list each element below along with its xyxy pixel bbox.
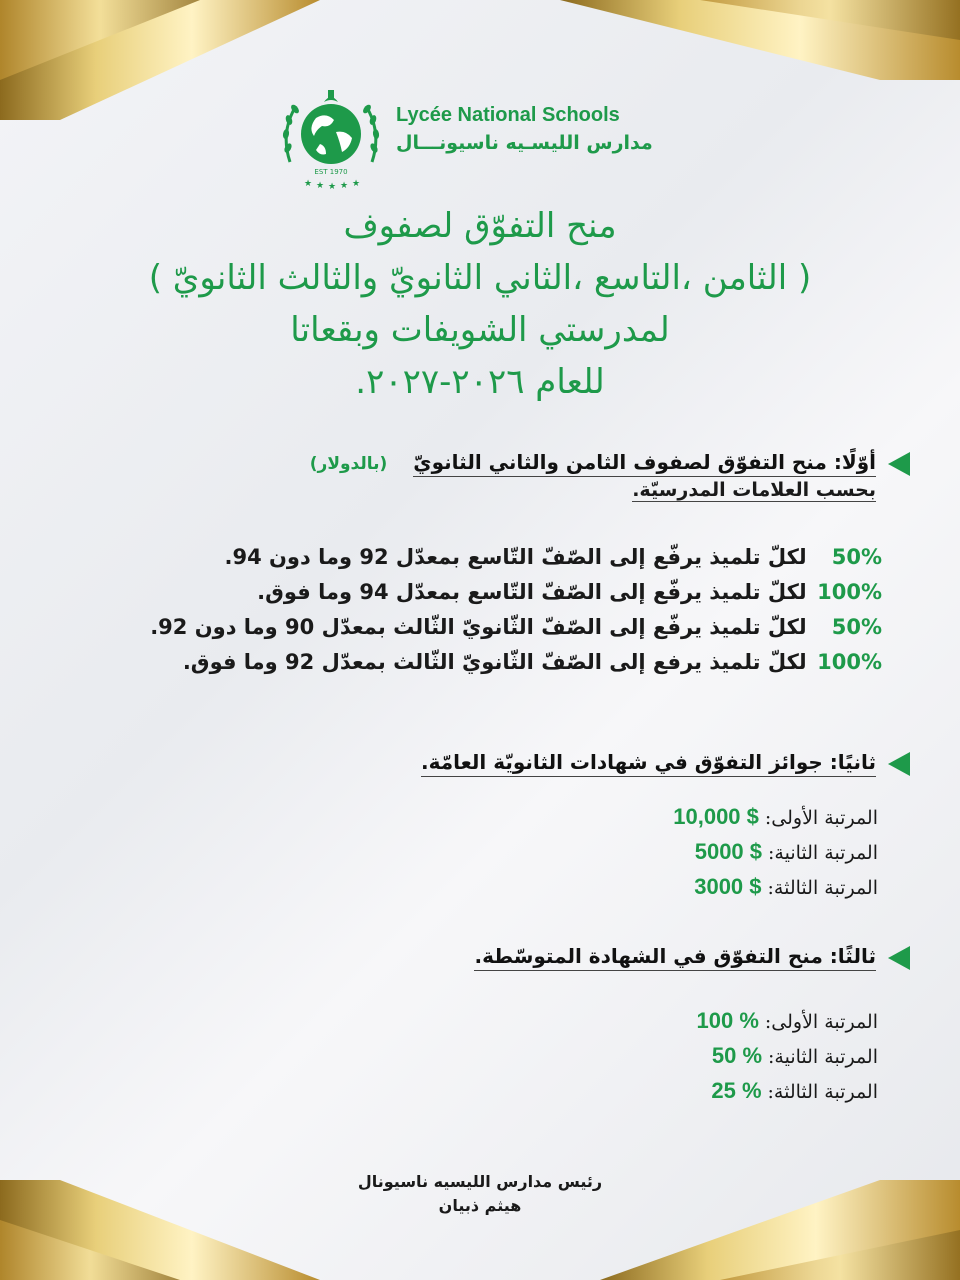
prize-label: المرتبة الثالثة: — [767, 1081, 878, 1103]
svg-text:★: ★ — [316, 181, 325, 191]
prize-label: المرتبة الأولى: — [764, 807, 878, 829]
section-3 — [474, 944, 910, 971]
prize-value: 10,000 $ — [673, 804, 759, 829]
prize-value: 100 % — [696, 1008, 759, 1033]
section-2-heading: ثانيًا: جوائز التفوّق في شهادات الثانويّة العامّة. — [421, 750, 876, 777]
prize-row — [673, 870, 878, 905]
svg-text:★: ★ — [328, 182, 337, 192]
rate-percent: 100% — [817, 580, 882, 604]
logo-est-text: EST 1970 — [314, 168, 348, 176]
prize-row — [697, 1004, 879, 1039]
prize-value: 5000 $ — [694, 839, 763, 864]
school-name-ar: مدارس الليسـيه ناسيونـــال — [396, 132, 653, 154]
bullet-triangle-icon — [888, 452, 910, 476]
rate-percent: 100% — [817, 650, 882, 674]
rate-row — [150, 610, 882, 645]
prize-row — [697, 1074, 879, 1109]
title-line: ( الثامن ،التاسع ،الثاني الثانويّ والثالث الثانويّ ) — [148, 258, 812, 298]
prizes-list-2 — [673, 800, 878, 905]
rate-row — [150, 575, 882, 610]
prize-row — [697, 1039, 879, 1074]
svg-text:★: ★ — [340, 181, 349, 191]
prize-row — [673, 835, 878, 870]
bullet-triangle-icon — [888, 752, 910, 776]
globe-logo-icon — [276, 82, 386, 192]
prize-row — [673, 800, 878, 835]
rate-text: لكلّ تلميذ يرفع إلى الصّفّ الثّانويّ الثّالث بمعدّل 92 وما فوق. — [182, 650, 807, 674]
signature-name: هيثم ذبيان — [438, 1196, 522, 1215]
prize-value: 50 % — [711, 1043, 763, 1068]
svg-text:★: ★ — [304, 179, 313, 189]
title-line: منح التفوّق لصفوف — [343, 206, 617, 246]
bullet-triangle-icon — [888, 946, 910, 970]
school-name-en: Lycée National Schools — [396, 104, 620, 126]
signature-block — [330, 1170, 630, 1218]
rate-percent: 50% — [831, 615, 882, 639]
rate-text: لكلّ تلميذ يرفّع إلى الصّفّ الثّانويّ الثّالث بمعدّل 90 وما دون 92. — [150, 615, 807, 639]
section-1-heading: أوّلًا: منح التفوّق لصفوف الثامن والثاني الثانويّ — [413, 450, 876, 477]
section-1-subheading: بحسب العلامات المدرسيّة. — [632, 479, 876, 501]
section-1 — [310, 450, 910, 502]
prize-value: 3000 $ — [694, 874, 762, 899]
prize-value: 25 % — [711, 1078, 762, 1103]
currency-note: (بالدولار) — [309, 453, 388, 474]
rate-text: لكلّ تلميذ يرفّع إلى الصّفّ التّاسع بمعدّل 94 وما فوق. — [257, 580, 807, 604]
prizes-list-3 — [697, 1004, 879, 1109]
page-title — [40, 200, 920, 408]
signature-title: رئيس مدارس الليسيه ناسيونال — [357, 1172, 603, 1191]
svg-text:★: ★ — [352, 179, 361, 189]
title-line: لمدرستي الشويفات وبقعاتا — [290, 310, 670, 350]
prize-label: المرتبة الأولى: — [764, 1011, 878, 1033]
rates-list — [150, 540, 882, 680]
title-line: للعام ٢٠٢٦-٢٠٢٧. — [355, 362, 605, 402]
prize-label: المرتبة الثانية: — [768, 842, 878, 864]
section-2 — [421, 750, 910, 777]
rate-percent: 50% — [831, 545, 882, 569]
prize-label: المرتبة الثانية: — [768, 1046, 878, 1068]
rate-row — [150, 645, 882, 680]
section-3-heading: ثالثًا: منح التفوّق في الشهادة المتوسّطة. — [474, 944, 876, 971]
rate-text: لكلّ تلميذ يرفّع إلى الصّفّ التّاسع بمعدّل 92 وما دون 94. — [224, 545, 807, 569]
rate-row — [150, 540, 882, 575]
prize-label: المرتبة الثالثة: — [767, 877, 878, 899]
school-logo — [276, 82, 386, 192]
